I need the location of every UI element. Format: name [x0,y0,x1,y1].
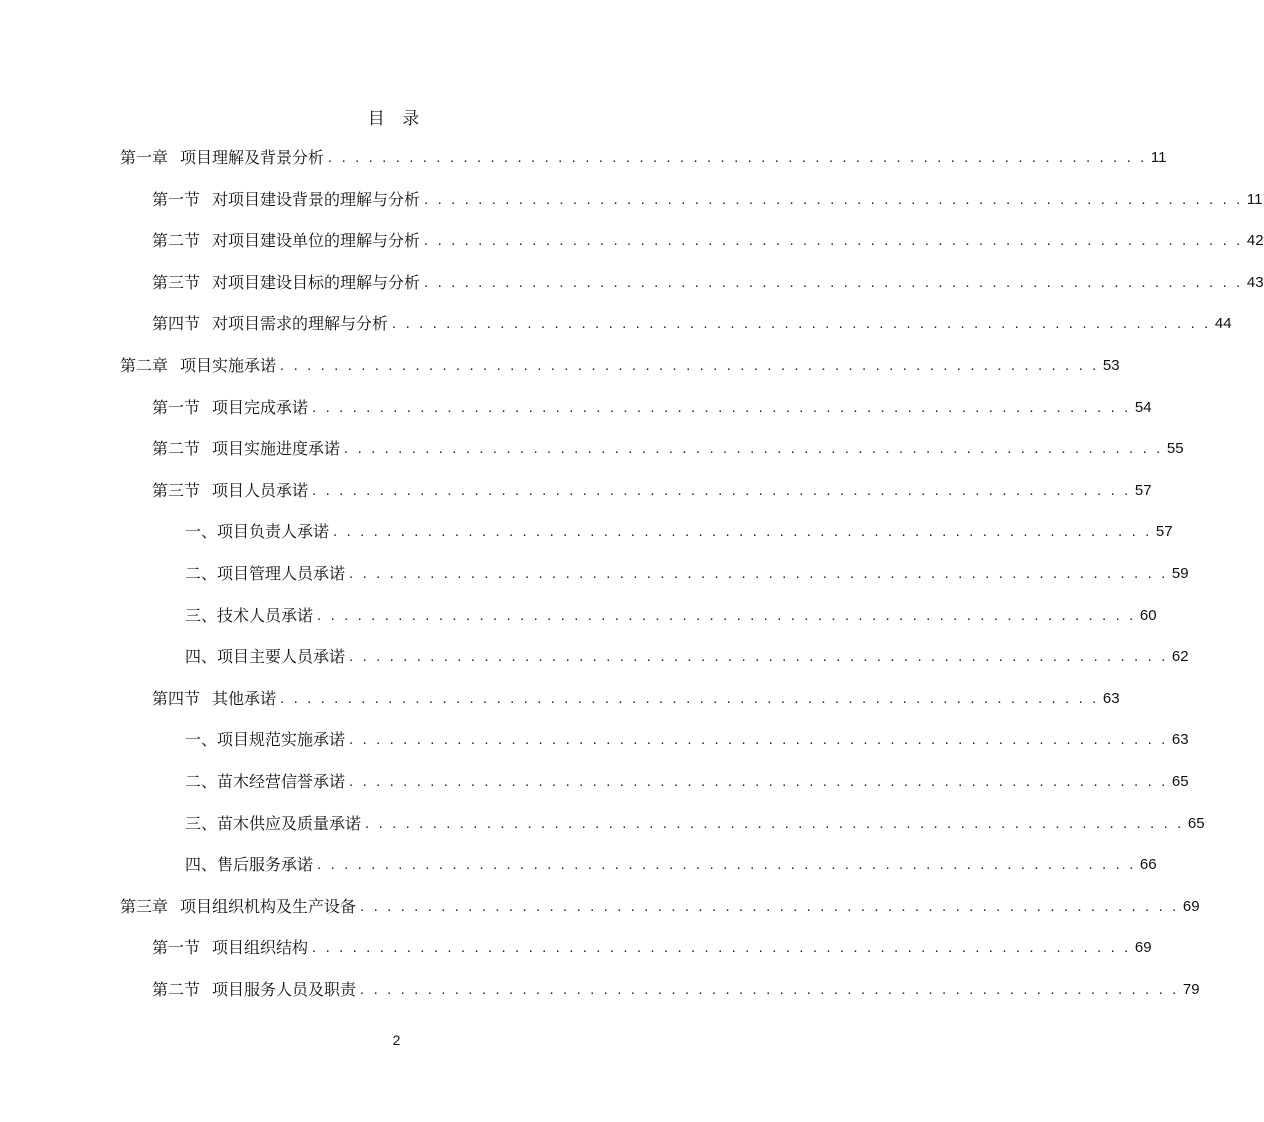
dot-leader: . . . . . . . . . . . . . . . . . . . . . . . . . . . . . . . . . . . . . . . . . . . . . . . . . . . . . . . . . . . . . [360,897,1179,915]
toc-entry[interactable] [185,720,1189,760]
toc-entry-page: 79 [1182,981,1200,998]
toc-entry-page: 44 [1214,315,1232,333]
toc-entry-page: 62 [1171,648,1189,666]
toc-entry-number: 第一节 [152,397,201,417]
toc-entry-number: 三、 [185,813,218,833]
toc-entry[interactable] [152,679,1120,719]
toc-entry-number: 第三节 [152,480,201,500]
dot-leader: . . . . . . . . . . . . . . . . . . . . . . . . . . . . . . . . . . . . . . . . . . . . . . . . . . . . . . . . . . . . . [312,481,1131,499]
toc-entry-page: 59 [1171,565,1189,582]
dot-leader: . . . . . . . . . . . . . . . . . . . . . . . . . . . . . . . . . . . . . . . . . . . . . . . . . . . . . . . . . . . . . [317,856,1136,874]
toc-entry-page: 66 [1139,856,1157,874]
toc-entry[interactable] [120,887,1200,927]
dot-leader: . . . . . . . . . . . . . . . . . . . . . . . . . . . . . . . . . . . . . . . . . . . . . . . . . . . . . . . . . . . . . [312,939,1131,957]
dot-leader: . . . . . . . . . . . . . . . . . . . . . . . . . . . . . . . . . . . . . . . . . . . . . . . . . . . . . . . . . . . . . [317,606,1136,624]
toc-entry-number: 第二章 [120,356,169,375]
toc-entry-page: 54 [1134,398,1152,416]
toc-entry-page: 11 [1150,149,1167,166]
toc-entry-page: 63 [1171,731,1189,749]
toc-entry-label: 对项目建设背景的理解与分析 [212,189,421,209]
toc-entry-label: 项目实施承诺 [180,356,277,375]
toc-entry-label: 苗木供应及质量承诺 [217,813,362,833]
dot-leader: . . . . . . . . . . . . . . . . . . . . . . . . . . . . . . . . . . . . . . . . . . . . . . . . . . . . . . . . . . . . . [349,648,1168,666]
dot-leader: . . . . . . . . . . . . . . . . . . . . . . . . . . . . . . . . . . . . . . . . . . . . . . . . . . . . . . . . . . . . . [424,273,1243,291]
toc-entry-label: 其他承诺 [212,688,277,708]
toc-entry-page: 11 [1246,190,1263,208]
toc-entry[interactable] [152,928,1152,968]
toc-entry[interactable] [120,346,1120,386]
dot-leader: . . . . . . . . . . . . . . . . . . . . . . . . . . . . . . . . . . . . . . . . . . . . . . . . . . . . . . . . . . . . . [424,232,1243,250]
toc-entry-number: 三、 [185,605,218,625]
toc-entry[interactable] [152,304,1232,344]
toc-entry-page: 65 [1187,814,1205,832]
toc-entry-label: 项目实施进度承诺 [212,439,341,459]
dot-leader: . . . . . . . . . . . . . . . . . . . . . . . . . . . . . . . . . . . . . . . . . . . . . . . . . . . . . . . . . . . . . [424,190,1243,208]
dot-leader: . . . . . . . . . . . . . . . . . . . . . . . . . . . . . . . . . . . . . . . . . . . . . . . . . . . . . . . . . . . . . [349,731,1168,749]
page-number: 2 [392,1032,401,1048]
dot-leader: . . . . . . . . . . . . . . . . . . . . . . . . . . . . . . . . . . . . . . . . . . . . . . . . . . . . . . . . . . . . . [280,689,1099,707]
toc-entry[interactable] [152,263,1264,303]
toc-entry-label: 技术人员承诺 [217,605,314,625]
toc-entry-label: 项目理解及背景分析 [180,148,325,167]
toc-entry-number: 第三节 [152,272,201,292]
toc-entry-number: 第二节 [152,439,201,459]
toc-entry-label: 苗木经营信誉承诺 [217,772,346,791]
toc-entry[interactable] [152,970,1200,1010]
toc-entry[interactable] [185,762,1189,802]
dot-leader: . . . . . . . . . . . . . . . . . . . . . . . . . . . . . . . . . . . . . . . . . . . . . . . . . . . . . . . . . . . . . [312,398,1131,416]
toc-entry-number: 第二节 [152,980,201,999]
toc-entry-label: 项目完成承诺 [212,397,309,417]
toc-entry-label: 对项目建设单位的理解与分析 [212,231,421,251]
toc-entry-label: 对项目建设目标的理解与分析 [212,272,421,292]
dot-leader: . . . . . . . . . . . . . . . . . . . . . . . . . . . . . . . . . . . . . . . . . . . . . . . . . . . . . . . . . . . . . [349,773,1168,790]
toc-entry[interactable] [152,180,1263,220]
toc-entry-number: 第二节 [152,231,201,251]
toc-entry-page: 55 [1166,440,1184,458]
toc-entry[interactable] [185,554,1189,594]
toc-entry-number: 四、 [185,647,218,667]
toc-entry-number: 第四节 [152,688,201,708]
toc-entry-label: 项目服务人员及职责 [212,980,357,999]
toc-entry-number: 第四节 [152,314,201,334]
toc-entry-page: 42 [1246,232,1264,250]
toc-entry-label: 项目组织机构及生产设备 [180,896,357,916]
toc-entry-number: 第一节 [152,189,201,209]
toc-entry-label: 项目规范实施承诺 [217,730,346,750]
toc-entry[interactable] [185,804,1205,844]
toc-entry-number: 二、 [185,772,218,791]
toc-entry[interactable] [185,845,1157,885]
toc-entry-label: 项目组织结构 [212,938,309,958]
toc-entry-number: 四、 [185,855,218,875]
dot-leader: . . . . . . . . . . . . . . . . . . . . . . . . . . . . . . . . . . . . . . . . . . . . . . . . . . . . . . . . . . . . . [360,981,1179,998]
toc-entry-label: 项目负责人承诺 [217,522,330,542]
toc-entry-page: 57 [1134,481,1152,499]
toc-entry-label: 项目人员承诺 [212,480,309,500]
toc-entry[interactable] [120,138,1167,178]
dot-leader: . . . . . . . . . . . . . . . . . . . . . . . . . . . . . . . . . . . . . . . . . . . . . . . . . . . . . . . . . . . . . [280,357,1099,374]
toc-entry-page: 63 [1102,689,1120,707]
toc-entry[interactable] [152,388,1152,428]
toc-entry-number: 第三章 [120,896,169,916]
toc-entry-label: 项目主要人员承诺 [217,647,346,667]
toc-entry-page: 69 [1134,939,1152,957]
toc-entry-number: 二、 [185,564,218,583]
dot-leader: . . . . . . . . . . . . . . . . . . . . . . . . . . . . . . . . . . . . . . . . . . . . . . . . . . . . . . . . . . . . . [344,440,1163,458]
toc-entry-page: 57 [1155,523,1173,541]
toc-entry-number: 第一章 [120,148,169,167]
dot-leader: . . . . . . . . . . . . . . . . . . . . . . . . . . . . . . . . . . . . . . . . . . . . . . . . . . . . . . . . . . . . . [328,149,1147,166]
toc-entry[interactable] [185,512,1173,552]
toc-entry-page: 60 [1139,606,1157,624]
toc-entry-label: 售后服务承诺 [217,855,314,875]
toc-entry-page: 69 [1182,897,1200,915]
toc-entry[interactable] [185,637,1189,677]
toc-entry[interactable] [185,596,1157,636]
toc-entry[interactable] [152,471,1152,511]
dot-leader: . . . . . . . . . . . . . . . . . . . . . . . . . . . . . . . . . . . . . . . . . . . . . . . . . . . . . . . . . . . . . [349,565,1168,582]
toc-entry-number: 一、 [185,730,218,750]
toc-entry-number: 一、 [185,522,218,542]
dot-leader: . . . . . . . . . . . . . . . . . . . . . . . . . . . . . . . . . . . . . . . . . . . . . . . . . . . . . . . . . . . . . [333,523,1152,541]
dot-leader: . . . . . . . . . . . . . . . . . . . . . . . . . . . . . . . . . . . . . . . . . . . . . . . . . . . . . . . . . . . . . [392,315,1211,333]
toc-title: 目 录 [367,109,426,129]
toc-entry-label: 项目管理人员承诺 [217,564,346,583]
dot-leader: . . . . . . . . . . . . . . . . . . . . . . . . . . . . . . . . . . . . . . . . . . . . . . . . . . . . . . . . . . . . . [365,814,1184,832]
toc-entry[interactable] [152,221,1264,261]
toc-entry-page: 53 [1102,357,1120,374]
toc-entry-page: 65 [1171,773,1189,790]
toc-entry[interactable] [152,429,1184,469]
toc-entry-label: 对项目需求的理解与分析 [212,314,389,334]
toc-entry-number: 第一节 [152,938,201,958]
toc-entry-page: 43 [1246,273,1264,291]
